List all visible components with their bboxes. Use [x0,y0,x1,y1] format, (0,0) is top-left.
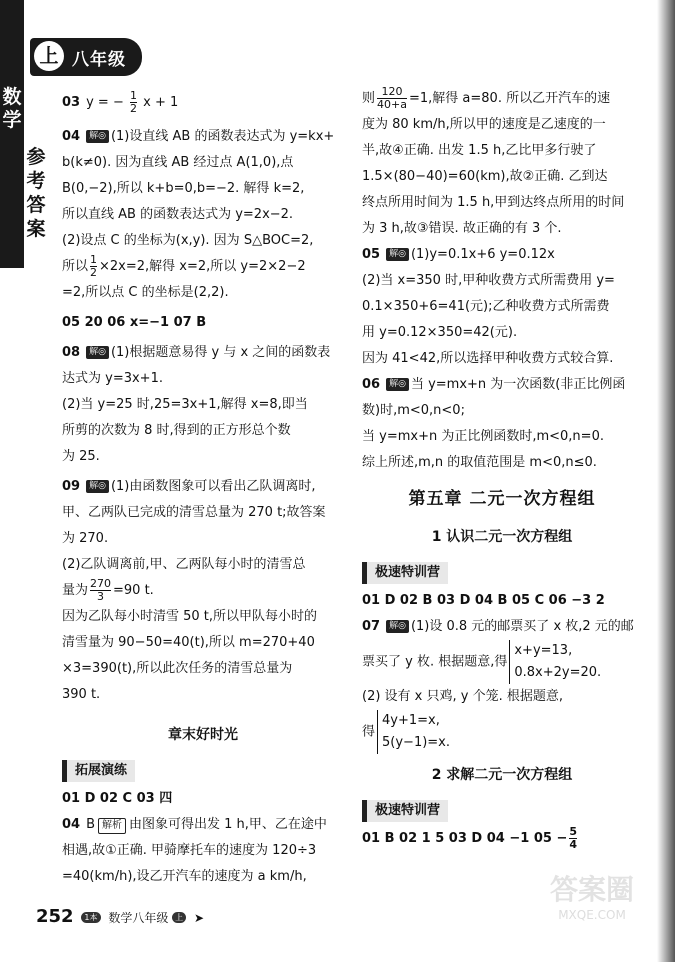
side-answers: 参 考 答 案 [26,146,46,240]
analysis-tag: 解析 [98,818,126,834]
side-subject: 数 学 [2,86,22,131]
answers-01-06: 01 D 02 B 03 D 04 B 05 C 06 −3 2 [362,593,605,608]
answer-05: 05 解◎ (1)y=0.1x+6 y=0.12x (2)当 x=350 时,甲种收费方式所需费用 y= 0.1×350+6=41(元);乙种收费方式所需费 用 y=0.12×350=42(元). 因为 41<42,所以选择甲种收费方式较合算. [362,247,615,366]
grade-circle: 上 [34,41,64,71]
left-column [62,90,344,890]
answers-01-03: 01 D 02 C 03 四 [62,791,173,806]
fraction: $\frac{5}{4}$ [569,825,577,851]
grade-tab [30,38,142,76]
answers-last: 01 B 02 1 5 03 D 04 −1 05 − $\frac{5}{4}$ [362,825,577,851]
side-bar [0,0,24,268]
answer-09: 09 解◎ (1)由函数图象可以看出乙队调离时, 甲、乙两队已完成的清雪总量为 270 t;故答案 为 270. (2)乙队调离前,甲、乙两队每小时的清雪总 量为 $\frac{270}{3}$ =90 t. 因为乙队每小时清雪 50 t,所以甲队每小时的 清雪量为 90−50=40(t),所以 m=270+40 ×3=390(t),所以此次任务的清雪总量为 390 t. [62,479,326,702]
right-column: 则 $\frac{120}{40+a}$ =1,解得 a=80. 所以乙开汽车的速 度为 80 km/h,所以甲的速度是乙速度的一 半,故④正确. 出发 1.5 h,乙比甲多行驶了 1.5×(80−40)=60(km),故②正确. 乙到达 终点所用时间为 1.5 h,甲到达终点所用的时间 为 3 h,故③错误. 故正确的有 3 个. 05 解◎ (1)y=0.1x+6 y=0.12x (2)当 x=350 时,甲种收费方式所需费用 y= 0.1×350+6=41(元);乙种收费方式所需费 用 y=0.12×350=42(元). 因为 41<42,所以选择甲种收费方式较合算. 06 解◎ 当 y=mx+n 为一次函数(非正比例函 数)时,m<0,n<0; 当 y=mx+n 为正比例函数时,m<0,n=0. 综上所述,m,n 的取值范围是 m<0,n≤0. 第五章 二元一次方程组 1 认识二元一次方程组 极速特训营 01 D 02 B 03 D 04 B 05 C 06 −3 2 07 解◎ (1)设 0.8 元的邮票买了 x 枚,2 元的邮 票买了 y 枚. 根据题意,得 x+y=13, 0.8x+2y=20. (2) 设有 x 只鸡, y 个笼. 根据题意, 得 4y+1=x, 5(y−1)=x. 2 求解二元一次方程组 极速特训营 01 B 02 1 5 03 D 04 −1 05 − $\frac{5}{4}$ [362,86,642,852]
watermark-logo: 答案圈 [549,873,634,906]
answer-06: 06 解◎ 当 y=mx+n 为一次函数(非正比例函 数)时,m<0,n<0; 当 y=mx+n 为正比例函数时,m<0,n=0. 综上所述,m,n 的取值范围是 m<0,n≤0. [362,377,626,470]
semester-badge: 上 [172,912,186,923]
grade-label: 八年级 [72,50,126,70]
equation-system: 4y+1=x, 5(y−1)=x. [377,710,450,754]
watermark-url: MXQE.COM [558,908,626,922]
fraction: $\frac{1}{2}$ [90,253,98,279]
solution-tag: 解◎ [386,620,409,633]
page-edge-shadow [657,0,675,962]
equation-system: x+y=13, 0.8x+2y=20. [509,640,601,684]
solution-tag: 解◎ [86,480,109,493]
solution-tag: 解◎ [86,130,109,143]
answer-04: 04 解◎ (1)设直线 AB 的函数表达式为 y=kx+ b(k≠0). 因为直线 AB 经过点 A(1,0),点 B(0,−2),所以 k+b=0,b=−2. 解得 k=2, 所以直线 AB 的函数表达式为 y=2x−2. (2)设点 C 的坐标为(x,y). 因为 S△BOC=2, 所以 $\frac{1}{2}$ ×2x=2,解得 x=2,所以 y=2×2−2 =2,所以点 C 的坐标是(2,2). [62,129,335,300]
answer-07: 07 解◎ (1)设 0.8 元的邮票买了 x 枚,2 元的邮 票买了 y 枚. 根据题意,得 x+y=13, 0.8x+2y=20. (2) 设有 x 只鸡, y 个笼. 根据题意, 得 4y+1=x, 5(y−1)=x. [362,614,642,754]
fraction: $\frac{120}{40+a}$ [377,85,407,111]
arrow-icon: ➤ [194,911,205,925]
chapter-end-title: 章末好时光 [168,727,238,743]
fraction: $\frac{270}{3}$ [90,577,112,603]
solution-tag: 解◎ [386,248,409,261]
book-title: 数学八年级 [108,911,169,925]
answers-05-07: 05 20 06 x=−1 07 B [62,315,207,330]
section-1-title: 1 认识二元一次方程组 [431,529,573,545]
chapter-title: 第五章 二元一次方程组 [408,489,596,509]
solution-tag: 解◎ [86,346,109,359]
fraction: $\frac{1}{2}$ [129,89,137,115]
answer-03: 03 y = − $\frac{1}{2}$ x + 1 [62,89,179,115]
page-footer [36,906,204,927]
training-band-2: 极速特训营 [362,800,448,822]
answer-04b: 04 B 解析 由图象可得出发 1 h,甲、乙在途中 相遇,故①正确. 甲骑摩托车的速度为 120÷3 =40(km/h),设乙开汽车的速度为 a km/h, [62,817,327,884]
book-logo: 1本 [81,912,100,923]
solution-tag: 解◎ [386,378,409,391]
training-band: 极速特训营 [362,562,448,584]
practice-band: 拓展演练 [62,760,135,782]
page-number: 252 [36,906,74,927]
section-2-title: 2 求解二元一次方程组 [431,767,573,783]
answer-08: 08 解◎ (1)根据题意易得 y 与 x 之间的函数表 达式为 y=3x+1. (2)当 y=25 时,25=3x+1,解得 x=8,即当 所剪的次数为 8 时,得到的正方形总个数 为 25. [62,345,331,464]
watermark [537,872,647,942]
